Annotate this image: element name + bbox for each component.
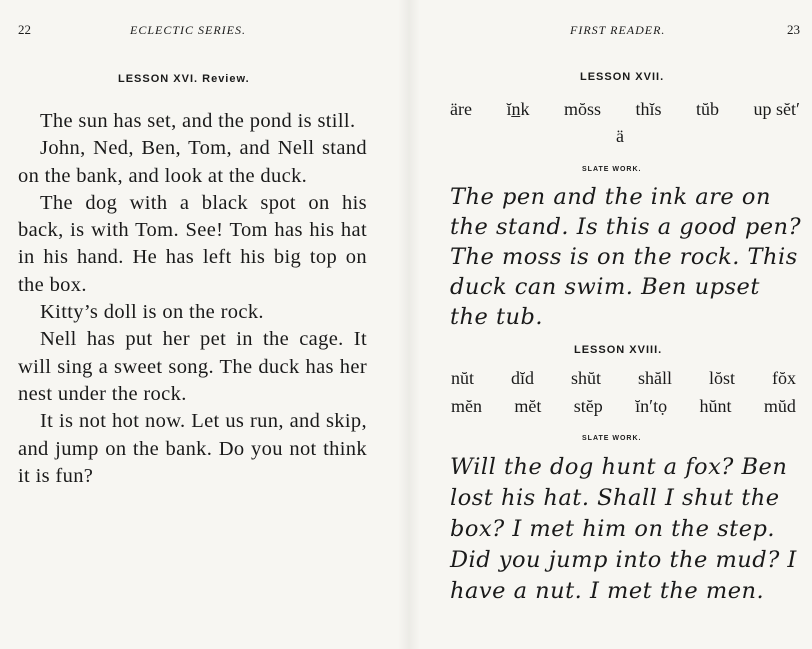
vocab-word: ĭn̲k — [506, 99, 530, 119]
page-number: 23 — [787, 22, 800, 37]
slate-work-label: SLATE WORK. — [582, 166, 642, 173]
paragraph: It is not hot now. Let us run, and skip, and jump on the bank. Do you not think it is fun? — [18, 410, 367, 487]
vocab-word: mĕn — [451, 396, 482, 416]
vocab-word: lŏst — [708, 368, 735, 388]
lesson-title: LESSON XVII. — [580, 71, 665, 83]
vocab-word: shŭt — [571, 368, 602, 388]
running-head: FIRST READER. — [570, 23, 666, 37]
vocab-word: shăll — [638, 368, 672, 388]
lesson-title: LESSON XVI. Review. — [118, 73, 250, 85]
paragraph: The dog with a black spot on his back, is with Tom. See! Tom has his hat in his hand. He has left his big top on the box. — [18, 191, 367, 296]
left-page — [0, 0, 400, 649]
vocab-word: stĕp — [573, 396, 603, 416]
book-gutter — [398, 0, 420, 649]
vocab-word: ĭn′tọ — [635, 396, 668, 416]
vocab-word: nŭt — [451, 368, 475, 388]
reading-text — [18, 108, 367, 490]
vocabulary-row — [451, 368, 796, 389]
paragraph: Nell has put her pet in the cage. It will sing a sweet song. The duck has her nest under the rock. — [18, 328, 367, 405]
vocab-word: fŏx — [771, 368, 796, 388]
vocab-word: hŭnt — [699, 396, 732, 416]
paragraph: The sun has set, and the pond is still. — [40, 110, 356, 132]
page-number: 22 — [18, 22, 31, 37]
lesson-title: LESSON XVIII. — [574, 344, 663, 356]
vocab-word: ä — [616, 126, 624, 146]
vocab-word: äre — [450, 99, 472, 119]
running-head: ECLECTIC SERIES. — [130, 23, 247, 37]
vocab-word: mŏss — [564, 99, 602, 119]
vocab-word: mŭd — [763, 396, 796, 416]
vocab-word: up sĕt′ — [753, 99, 800, 119]
vocabulary-row — [450, 99, 800, 120]
vocab-word: mĕt — [514, 396, 542, 416]
paragraph: John, Ned, Ben, Tom, and Nell stand on the bank, and look at the duck. — [18, 137, 367, 187]
vocab-word: thĭs — [635, 99, 662, 119]
vocab-word: dĭd — [511, 368, 535, 388]
slate-work-script: The pen and the ink are on the stand. Is this a good pen? The moss is on the rock. This duck can swim. Ben upset the tub. — [450, 184, 802, 330]
right-page — [420, 0, 812, 649]
vocabulary-row — [451, 396, 796, 417]
paragraph: Kitty’s doll is on the rock. — [40, 301, 264, 324]
slate-work-script: Will the dog hunt a fox? Ben lost his hat. Shall I shut the box? I met him on the step. Did you jump into the mud? I have a nut. I met the men. — [450, 454, 797, 604]
slate-work-label: SLATE WORK. — [582, 435, 642, 442]
vocab-word: tŭb — [696, 99, 720, 119]
